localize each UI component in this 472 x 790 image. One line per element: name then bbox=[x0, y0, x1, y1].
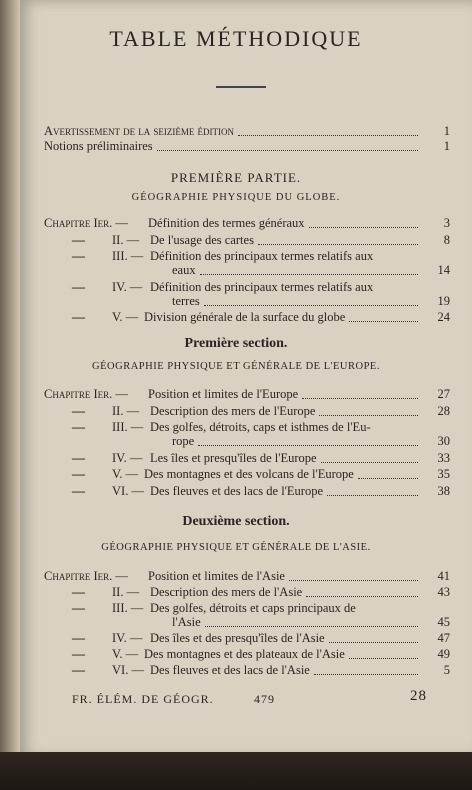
entry-label: Position et limites de l'Europe bbox=[148, 387, 299, 401]
chapter-number: IV. — bbox=[112, 450, 143, 465]
entry-label: Définition des principaux termes relatifs aux bbox=[150, 279, 374, 294]
book-bottom-edge bbox=[0, 752, 472, 790]
chapter-number: II. — bbox=[112, 585, 140, 599]
entry-page-number: 8 bbox=[443, 232, 450, 247]
entry-page-number: 38 bbox=[437, 483, 450, 498]
title-rule bbox=[216, 86, 266, 88]
chapter-number: Chapitre Ier. — bbox=[44, 387, 128, 401]
chapter-number: III. — bbox=[112, 601, 144, 615]
entry-page-number: 28 bbox=[437, 403, 450, 418]
footer-folio: 479 bbox=[254, 692, 275, 706]
leader-dots bbox=[321, 462, 418, 463]
chapter-dash: — bbox=[72, 449, 85, 465]
leader-dots bbox=[349, 658, 418, 659]
entry-label: Position et limites de l'Asie bbox=[148, 569, 285, 583]
chapter-number: III. — bbox=[112, 249, 144, 263]
part-title: PREMIÈRE PARTIE. bbox=[170, 170, 302, 185]
chapter-dash: — bbox=[72, 278, 85, 294]
footer-page-number: 28 bbox=[410, 688, 427, 704]
front-entry-label: Avertissement de la seizième édition bbox=[44, 124, 234, 138]
entry-label: Des golfes, détroits, caps et isthmes de l'Eu- bbox=[150, 420, 371, 434]
entry-label: Description des mers de l'Asie bbox=[150, 585, 303, 599]
entry-label: Division générale de la surface du globe bbox=[144, 310, 346, 324]
leader-dots bbox=[302, 398, 418, 399]
chapter-dash: — bbox=[72, 466, 85, 481]
entry-page-number: 30 bbox=[437, 434, 450, 448]
page-title: TABLE MÉTHODIQUE bbox=[109, 26, 363, 51]
leader-dots bbox=[314, 674, 418, 675]
section-subtitle: GÉOGRAPHIE PHYSIQUE ET GÉNÉRALE DE L'ASIE. bbox=[101, 542, 371, 553]
section-title: Deuxième section. bbox=[182, 514, 290, 529]
leader-dots bbox=[289, 580, 418, 581]
book-spine bbox=[0, 0, 20, 758]
entry-page-number: 49 bbox=[437, 647, 450, 661]
leader-dots bbox=[306, 596, 418, 597]
entry-label: Définition des principaux termes relatifs aux bbox=[150, 249, 374, 263]
chapter-dash: — bbox=[72, 662, 85, 677]
entry-page-number: 27 bbox=[437, 387, 450, 401]
chapter-number: V. — bbox=[112, 647, 139, 661]
entry-label: eaux bbox=[172, 263, 196, 277]
part-subtitle: GÉOGRAPHIE PHYSIQUE DU GLOBE. bbox=[131, 192, 341, 203]
entry-page-number: 35 bbox=[437, 467, 450, 481]
entry-label: Définition des termes généraux bbox=[148, 216, 305, 230]
entry-label: l'Asie bbox=[172, 615, 201, 629]
chapter-number: V. — bbox=[112, 310, 139, 324]
front-entry-label: Notions préliminaires bbox=[44, 139, 153, 153]
entry-label: Description des mers de l'Europe bbox=[150, 403, 316, 418]
chapter-dash: — bbox=[72, 231, 85, 247]
chapter-dash: — bbox=[72, 646, 85, 661]
leader-dots bbox=[157, 150, 418, 151]
entry-page-number: 14 bbox=[437, 263, 450, 277]
chapter-number: III. — bbox=[112, 420, 144, 434]
chapter-number: Chapitre Ier. — bbox=[44, 216, 128, 230]
leader-dots bbox=[349, 321, 418, 322]
entry-label: Les îles et presqu'îles de l'Europe bbox=[150, 450, 317, 465]
leader-dots bbox=[200, 274, 418, 275]
front-page-number: 1 bbox=[443, 124, 450, 138]
entry-label: Des fleuves et des lacs de l'Asie bbox=[150, 663, 310, 677]
leader-dots bbox=[327, 495, 418, 496]
leader-dots bbox=[358, 478, 418, 479]
chapter-dash: — bbox=[72, 600, 85, 615]
chapter-dash: — bbox=[72, 419, 85, 434]
chapter-dash: — bbox=[72, 584, 85, 599]
leader-dots bbox=[319, 415, 418, 416]
entry-page-number: 24 bbox=[437, 310, 450, 324]
entry-label: terres bbox=[172, 293, 200, 308]
entry-label: Des fleuves et des lacs de l'Europe bbox=[150, 483, 324, 498]
leader-dots bbox=[238, 135, 418, 136]
entry-page-number: 41 bbox=[437, 569, 450, 583]
chapter-number: II. — bbox=[112, 403, 140, 418]
chapter-number: VI. — bbox=[112, 483, 144, 498]
entry-page-number: 47 bbox=[437, 631, 450, 645]
chapter-dash: — bbox=[72, 630, 85, 645]
entry-page-number: 19 bbox=[437, 293, 450, 308]
leader-dots bbox=[198, 445, 418, 446]
leader-dots bbox=[205, 626, 418, 627]
chapter-dash: — bbox=[72, 309, 85, 324]
chapter-dash: — bbox=[72, 248, 85, 263]
footer-signature: FR. ÉLÉM. DE GÉOGR. bbox=[72, 692, 214, 706]
entry-label: De l'usage des cartes bbox=[150, 232, 254, 247]
entry-label: Des îles et des presqu'îles de l'Asie bbox=[150, 631, 325, 645]
section-title: Première section. bbox=[184, 336, 288, 351]
entry-label: Des golfes, détroits et caps principaux de bbox=[150, 601, 356, 615]
entry-page-number: 3 bbox=[443, 216, 450, 230]
entry-label: rope bbox=[172, 434, 195, 448]
chapter-dash: — bbox=[72, 402, 85, 418]
front-page-number: 1 bbox=[443, 139, 450, 153]
entry-page-number: 45 bbox=[437, 615, 450, 629]
chapter-dash: — bbox=[72, 482, 85, 498]
leader-dots bbox=[204, 305, 418, 306]
entry-page-number: 5 bbox=[443, 663, 450, 677]
chapter-number: II. — bbox=[112, 232, 140, 247]
leader-dots bbox=[309, 227, 418, 228]
chapter-number: VI. — bbox=[112, 663, 144, 677]
leader-dots bbox=[258, 244, 418, 245]
entry-label: Des montagnes et des volcans de l'Europe bbox=[144, 467, 354, 481]
entry-page-number: 43 bbox=[437, 585, 450, 599]
chapter-number: V. — bbox=[112, 467, 139, 481]
chapter-number: Chapitre Ier. — bbox=[44, 569, 128, 583]
section-subtitle: GÉOGRAPHIE PHYSIQUE ET GÉNÉRALE DE L'EUROPE. bbox=[92, 361, 380, 372]
chapter-number: IV. — bbox=[112, 279, 143, 294]
chapter-number: IV. — bbox=[112, 631, 143, 645]
leader-dots bbox=[329, 642, 418, 643]
entry-label: Des montagnes et des plateaux de l'Asie bbox=[144, 647, 345, 661]
entry-page-number: 33 bbox=[437, 450, 450, 465]
